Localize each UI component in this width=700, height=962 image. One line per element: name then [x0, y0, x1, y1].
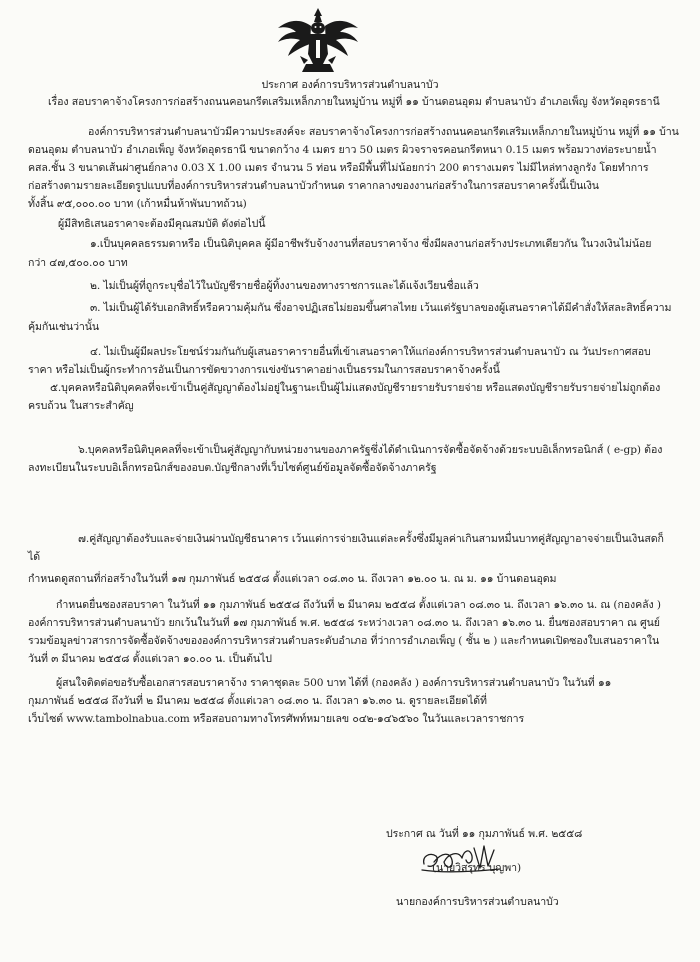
qualification-heading: ผู้มีสิทธิเสนอราคาจะต้องมีคุณสมบัติ ดังต่อไปนี้ — [58, 218, 266, 230]
document-purchase-line-1: ผู้สนใจติดต่อขอรับซื้อเอกสารสอบราคาจ้าง ราคาชุดละ 500 บาท ได้ที่ (กองคลัง ) องค์การบริหารส่วนตำบลนาบัว ในวันที่ ๑๑ — [56, 677, 612, 689]
qualification-6-line-2: ลงทะเบียนในระบบอิเล็กทรอนิกส์ของอบต.บัญชีกลางที่เว็บไซต์ศูนย์ข้อมูลจัดซื้อจัดจ้างภาครัฐ — [28, 462, 437, 474]
qualification-1-line-1: ๑.เป็นบุคคลธรรมดาหรือ เป็นนิติบุคคล ผู้มีอาชีพรับจ้างงานที่สอบราคาจ้าง ซึ่งมีผลงานก่อสร้างประเภทเดียวกัน ในวงเงินไม่น้อย — [90, 238, 652, 250]
qualification-2: ๒. ไม่เป็นผู้ที่ถูกระบุชื่อไว้ในบัญชีรายชื่อผู้ทิ้งงานของทางราชการและได้แจ้งเวียนชื่อแล้ว — [90, 280, 479, 292]
submission-line-1: กำหนดยื่นซองสอบราคา ในวันที่ ๑๑ กุมภาพันธ์ ๒๕๕๘ ถึงวันที่ ๒ มีนาคม ๒๕๕๘ ตั้งแต่เวลา ๐๘.๓๐ น. ถึงเวลา ๑๖.๓๐ น. ณ (กองคลัง ) — [56, 599, 661, 611]
announcement-heading: ประกาศ องค์การบริหารส่วนตำบลนาบัว — [261, 79, 439, 91]
document-purchase-line-3: เว็บไซต์ www.tambolnabua.com หรือสอบถามทางโทรศัพท์หมายเลข ๐๔๒-๑๔๖๕๖๐ ในวันและเวลาราชการ — [28, 713, 525, 725]
signer-name: (นายวิสรุทร บุญพา) — [432, 862, 521, 874]
intro-line-3: คสล.ชั้น 3 ขนาดเส้นผ่าศูนย์กลาง 0.03 X 1.00 เมตร จำนวน 5 ท่อน หรือมีพื้นที่ไม่น้อยกว่า 200 ตารางเมตร ไม่มีไหล่ทางลูกรัง โดยทำการ — [28, 162, 649, 174]
qualification-1-line-2: กว่า ๔๗,๕๐๐.๐๐ บาท — [28, 257, 128, 269]
signer-title: นายกองค์การบริหารส่วนตำบลนาบัว — [396, 896, 559, 908]
submission-line-3: รวมข้อมูลข่าวสารการจัดซื้อจัดจ้างขององค์การบริหารส่วนตำบลระดับอำเภอ ที่ว่าการอำเภอเพ็ญ ( ชั้น ๒ ) และกำหนดเปิดซองใบเสนอราคาใน — [28, 635, 660, 647]
garuda-emblem-icon — [270, 4, 366, 76]
qualification-6-line-1: ๖.บุคคลหรือนิติบุคคลที่จะเข้าเป็นคู่สัญญากับหน่วยงานของภาครัฐซึ่งได้ดำเนินการจัดซื้อจัดจ้างด้วยระบบอิเล็กทรอนิกส์ ( e-gp) ต้อง — [78, 444, 663, 456]
qualification-5-line-1: ๕.บุคคลหรือนิติบุคคลที่จะเข้าเป็นคู่สัญญาต้องไม่อยู่ในฐานะเป็นผู้ไม่แสดงบัญชีรายรายรับรายจ่าย หรือแสดงบัญชีรายรับรายจ่ายไม่ถูกต้อง — [50, 382, 661, 394]
intro-line-1: องค์การบริหารส่วนตำบลนาบัวมีความประสงค์จะ สอบราคาจ้างโครงการก่อสร้างถนนคอนกรีตเสริมเหล็กภายในหมู่บ้าน หมู่ที่ ๑๑ บ้าน — [88, 126, 679, 138]
intro-line-5: ทั้งสิ้น ๙๕,๐๐๐.๐๐ บาท (เก้าหมื่นห้าพันบาทถ้วน) — [28, 198, 247, 210]
site-visit-schedule: กำหนดดูสถานที่ก่อสร้างในวันที่ ๑๗ กุมภาพันธ์ ๒๕๕๘ ตั้งแต่เวลา ๐๘.๓๐ น. ถึงเวลา ๑๒.๐๐ น. ณ ม. ๑๑ บ้านดอนอุดม — [28, 573, 557, 585]
qualification-5-line-2: ครบถ้วน ในสาระสำคัญ — [28, 400, 134, 412]
qualification-7-line-1: ๗.คู่สัญญาต้องรับและจ่ายเงินผ่านบัญชีธนาคาร เว้นแต่การจ่ายเงินแต่ละครั้งซึ่งมีมูลค่าเกินสามหมื่นบาทคู่สัญญาอาจจ่ายเป็นเงินสดก็ — [78, 533, 664, 545]
document-purchase-line-2: กุมภาพันธ์ ๒๕๕๘ ถึงวันที่ ๒ มีนาคม ๒๕๕๘ ตั้งแต่เวลา ๐๘.๓๐ น. ถึงเวลา ๑๖.๓๐ น. ดูรายละเอียดได้ที่ — [28, 695, 487, 707]
submission-line-2: องค์การบริหารส่วนตำบลนาบัว ยกเว้นในวันที่ ๑๗ กุมภาพันธ์ พ.ศ. ๒๕๕๘ ระหว่างเวลา ๐๘.๓๐ น. ถึงเวลา ๑๖.๓๐ น. ยื่นซองสอบราคา ณ ศูนย์ — [28, 617, 660, 629]
qualification-4-line-1: ๔. ไม่เป็นผู้มีผลประโยชน์ร่วมกันกับผู้เสนอราคารายอื่นที่เข้าเสนอราคาให้แก่องค์การบริหารส่วนตำบลนาบัว ณ วันประกาศสอบ — [90, 346, 651, 358]
submission-line-4: วันที่ ๓ มีนาคม ๒๕๕๘ ตั้งแต่เวลา ๑๐.๐๐ น. เป็นต้นไป — [28, 653, 272, 665]
subject-line: เรื่อง สอบราคาจ้างโครงการก่อสร้างถนนคอนกรีตเสริมเหล็กภายในหมู่บ้าน หมู่ที่ ๑๑ บ้านดอนอุดม ตำบลนาบัว อำเภอเพ็ญ จังหวัดอุดรธานี — [48, 96, 660, 108]
qualification-4-line-2: ราคา หรือไม่เป็นผู้กระทำการอันเป็นการขัดขวางการแข่งขันราคาอย่างเป็นธรรมในการสอบราคาจ้างครั้งนี้ — [28, 364, 500, 376]
qualification-3-line-1: ๓. ไม่เป็นผู้ได้รับเอกสิทธิ์หรือความคุ้มกัน ซึ่งอาจปฏิเสธไม่ยอมขึ้นศาลไทย เว้นแต่รัฐบาลของผู้เสนอราคาได้มีคำสั่งให้สละสิทธิ์ความ — [90, 302, 672, 314]
intro-line-2: ดอนอุดม ตำบลนาบัว อำเภอเพ็ญ จังหวัดอุดรธานี ขนาดกว้าง 4 เมตร ยาว 50 เมตร ผิวจราจรคอนกรีตหนา 0.15 เมตร พร้อมวางท่อระบายน้ำ — [28, 144, 657, 156]
announcement-date: ประกาศ ณ วันที่ ๑๑ กุมภาพันธ์ พ.ศ. ๒๕๕๘ — [386, 828, 583, 840]
qualification-3-line-2: คุ้มกันเช่นว่านั้น — [28, 321, 100, 333]
intro-line-4: ก่อสร้างตามรายละเอียดรูปแบบที่องค์การบริหารส่วนตำบลนาบัวกำหนด ราคากลางของงานก่อสร้างในการสอบราคาครั้งนี้เป็นเงิน — [28, 180, 599, 192]
qualification-7-line-2: ได้ — [28, 551, 41, 563]
